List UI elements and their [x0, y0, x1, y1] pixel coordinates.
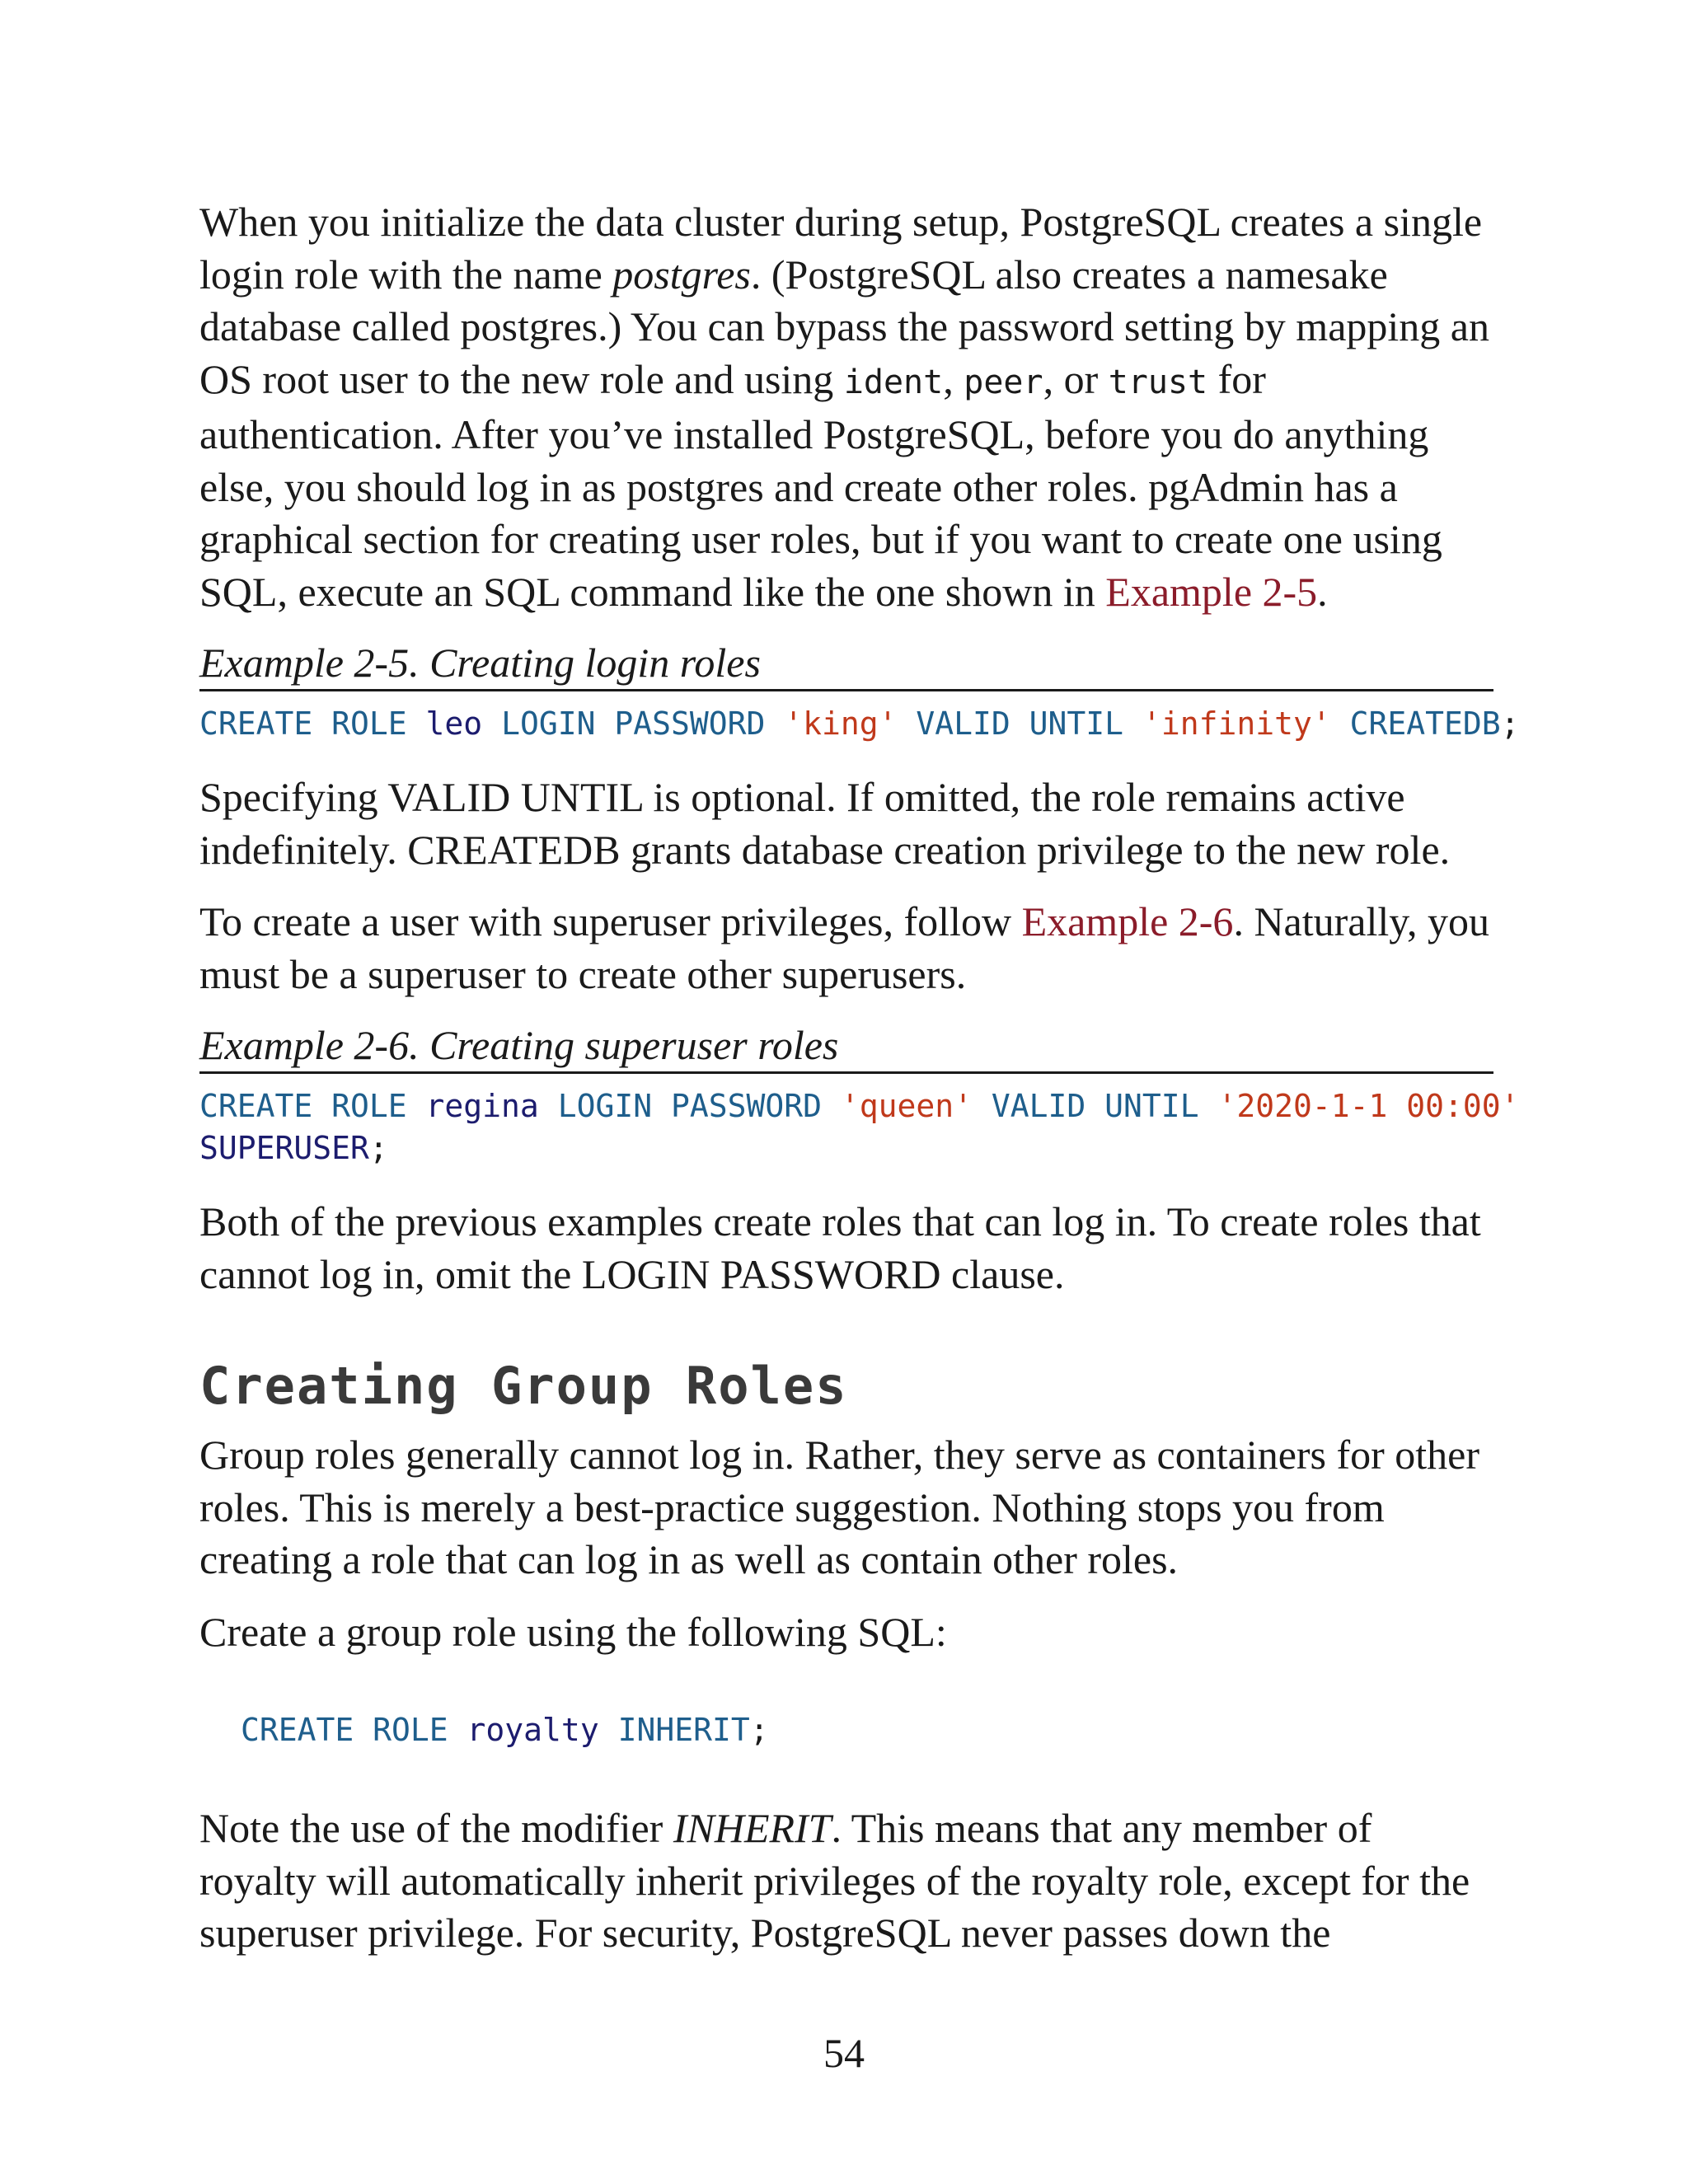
paragraph-superuser: To create a user with superuser privileges, follow Example 2-6. Naturally, you must be a superuser to create other superusers. [199, 898, 1490, 997]
emphasis-inherit: INHERIT [673, 1805, 832, 1851]
paragraph-intro: When you initialize the data cluster during setup, PostgreSQL creates a single login role with the name postgres. (PostgreSQL also creates a namesake database called postgres.) You can bypass the password setting by mapping an OS root user to the new role and using ident, peer, or trust for authentication. After you’ve installed PostgreSQL, before you do anything else, you should log in as postgres and create other roles. pgAdmin has a graphical section for creating user roles, but if you want to create one using SQL, execute an SQL command like the one shown in Example 2-5. [199, 199, 1489, 615]
group-role-code [199, 1709, 1493, 1751]
code-token: ; [368, 1130, 388, 1166]
link-example-2-6[interactable]: Example 2-6 [1021, 898, 1234, 944]
example-2-6-title: Example 2-6. Creating superuser roles [199, 1020, 1493, 1074]
code-token: '2020-1-1 00:00' [1217, 1088, 1520, 1124]
paragraph-valid-until: Specifying VALID UNTIL is optional. If omitted, the role remains active indefinitely. CREATEDB grants database creation privilege to the new role. [199, 774, 1451, 873]
paragraph-inherit: Note the use of the modifier INHERIT. This means that any member of royalty will automatically inherit privileges of the royalty role, except for the superuser privilege. For security, PostgreSQL never passes down the [199, 1805, 1470, 1956]
code-token: ; [749, 1712, 769, 1748]
example-2-6-code [199, 1085, 1520, 1169]
paragraph-login: Both of the previous examples create roles that can log in. To create roles that cannot log in, omit the LOGIN PASSWORD clause. [199, 1198, 1481, 1297]
link-example-2-5[interactable]: Example 2-5 [1105, 568, 1318, 615]
code-token: CREATEDB [1330, 705, 1501, 742]
code-token: SUPERUSER [199, 1130, 369, 1166]
code-token: CREATE ROLE [241, 1712, 467, 1748]
emphasis-postgres: postgres [612, 251, 751, 298]
example-2-5-code [199, 703, 1520, 745]
paragraph-create-group: Create a group role using the following SQL: [199, 1608, 947, 1655]
page-content [199, 196, 1520, 1960]
code-token: 'king' [784, 705, 898, 742]
page-number: 54 [823, 2030, 865, 2076]
code-token: 'queen' [840, 1088, 973, 1124]
code-trust: trust [1108, 363, 1208, 401]
example-2-5-title: Example 2-5. Creating login roles [199, 638, 1493, 691]
code-token: regina [425, 1088, 539, 1124]
code-token: royalty [467, 1712, 599, 1748]
code-token: VALID UNTIL [897, 705, 1142, 742]
code-token: CREATE ROLE [199, 705, 426, 742]
code-token: INHERIT [598, 1712, 750, 1748]
code-peer: peer [964, 363, 1043, 401]
section-heading: Creating Group Roles [199, 1356, 848, 1416]
code-token: CREATE ROLE [199, 1088, 426, 1124]
code-ident: ident [843, 363, 944, 401]
code-token: ; [1500, 705, 1520, 742]
code-token: LOGIN PASSWORD [538, 1088, 841, 1124]
paragraph-group-roles: Group roles generally cannot log in. Rather, they serve as containers for other roles. This is merely a best-practice suggestion. Nothing stops you from creating a role that can log in as well as contain other roles. [199, 1432, 1480, 1582]
code-token: VALID UNTIL [973, 1088, 1218, 1124]
code-token: leo [425, 705, 483, 742]
code-token: LOGIN PASSWORD [482, 705, 785, 742]
code-token: 'infinity' [1142, 705, 1331, 742]
